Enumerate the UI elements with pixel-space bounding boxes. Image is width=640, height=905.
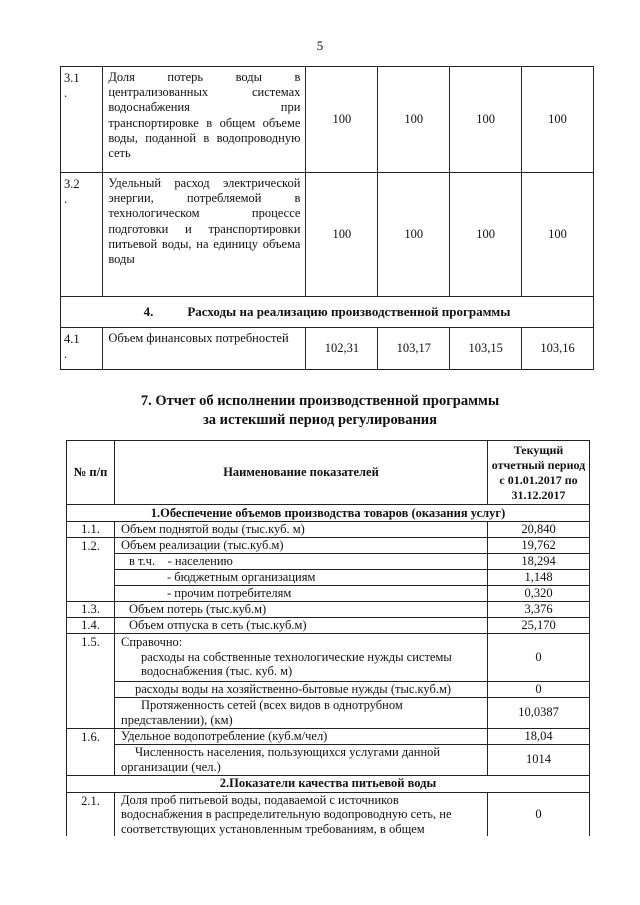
value-cell: 0 bbox=[488, 792, 590, 836]
table-row bbox=[61, 67, 594, 173]
indicator-name bbox=[115, 634, 488, 682]
row-number-text: 3.2 . bbox=[64, 177, 80, 206]
table-row bbox=[67, 681, 590, 697]
indicator-name: Объем потерь (тыс.куб.м) bbox=[115, 602, 488, 618]
indicator-name: - прочим потребителям bbox=[115, 586, 488, 602]
value-cell: 100 bbox=[378, 173, 450, 297]
indicator-name: Протяженность сетей (всех видов в однотрубном представлении), (км) bbox=[115, 697, 488, 728]
indicator-name: Объем финансовых потребностей bbox=[103, 328, 306, 370]
row-number: 1.5. bbox=[67, 634, 115, 729]
row-number: 1.1. bbox=[67, 522, 115, 538]
value-cell: 10,0387 bbox=[488, 697, 590, 728]
value-cell: 100 bbox=[378, 67, 450, 173]
value-cell: 1014 bbox=[488, 744, 590, 775]
report-table bbox=[66, 440, 590, 836]
table-row bbox=[67, 586, 590, 602]
indicator-name: Объем поднятой воды (тыс.куб. м) bbox=[115, 522, 488, 538]
row-number-text: 3.1 . bbox=[64, 71, 80, 100]
section-header: 2.Показатели качества питьевой воды bbox=[67, 775, 590, 792]
value-cell: 103,16 bbox=[522, 328, 594, 370]
table-row bbox=[67, 792, 590, 836]
indicator-name: Доля проб питьевой воды, подаваемой с источников водоснабжения в распределительную водопроводную сеть, не соответствующих установленным требованиям, в общем bbox=[115, 792, 488, 836]
table-header-row bbox=[67, 441, 590, 505]
row-number: 1.2. bbox=[67, 538, 115, 602]
row-number: 1.6. bbox=[67, 728, 115, 775]
table-row bbox=[67, 744, 590, 775]
section-number: 4. bbox=[143, 304, 154, 319]
value-cell: 100 bbox=[450, 173, 522, 297]
indicator-name: Доля потерь воды в централизованных системах водоснабжения при транспортировке в общем объеме воды, поданной в водопроводную сеть bbox=[103, 67, 306, 173]
value-cell: 20,840 bbox=[488, 522, 590, 538]
value-cell: 100 bbox=[522, 67, 594, 173]
report-heading-line2: за истекший период регулирования bbox=[202, 412, 438, 428]
indicator-name: Численность населения, пользующихся услугами данной организации (чел.) bbox=[115, 744, 488, 775]
section-row bbox=[67, 775, 590, 792]
table-row bbox=[67, 602, 590, 618]
section-row bbox=[67, 505, 590, 522]
section-title: Расходы на реализацию производственной программы bbox=[187, 304, 511, 319]
section-header bbox=[61, 297, 594, 328]
row-number bbox=[61, 67, 103, 173]
indicator-name: - бюджетным организациям bbox=[115, 570, 488, 586]
indicator-name: Объем отпуска в сеть (тыс.куб.м) bbox=[115, 618, 488, 634]
value-cell: 19,762 bbox=[488, 538, 590, 554]
value-cell: 103,17 bbox=[378, 328, 450, 370]
value-cell: 100 bbox=[450, 67, 522, 173]
table-row bbox=[67, 522, 590, 538]
row-number bbox=[61, 328, 103, 370]
value-cell: 100 bbox=[306, 67, 378, 173]
indicator-name: в т.ч. - населению bbox=[115, 554, 488, 570]
value-cell: 103,15 bbox=[450, 328, 522, 370]
value-cell: 3,376 bbox=[488, 602, 590, 618]
section-row bbox=[61, 297, 594, 328]
program-indicators-table bbox=[60, 66, 594, 370]
table-row bbox=[61, 173, 594, 297]
value-cell: 0 bbox=[488, 634, 590, 682]
table-row bbox=[67, 538, 590, 554]
row-number: 1.3. bbox=[67, 602, 115, 618]
row-number: 1.4. bbox=[67, 618, 115, 634]
value-cell: 1,148 bbox=[488, 570, 590, 586]
table-row bbox=[67, 618, 590, 634]
reference-label: Справочно: bbox=[121, 635, 183, 649]
header-num: № п/п bbox=[67, 441, 115, 505]
table-row bbox=[67, 570, 590, 586]
table-row bbox=[67, 634, 590, 682]
row-number bbox=[61, 173, 103, 297]
value-cell: 0 bbox=[488, 681, 590, 697]
report-heading-line1: 7. Отчет об исполнении производственной программы bbox=[140, 393, 500, 409]
indicator-name: Объем реализации (тыс.куб.м) bbox=[115, 538, 488, 554]
value-cell: 100 bbox=[306, 173, 378, 297]
page-number: 5 bbox=[316, 38, 324, 53]
header-period: Текущий отчетный период с 01.01.2017 по 31.12.2017 bbox=[488, 441, 590, 505]
indicator-name: Удельный расход электрической энергии, потребляемой в технологическом процессе подготовки и транспортировки питьевой воды, на единицу объема воды bbox=[103, 173, 306, 297]
value-cell: 100 bbox=[522, 173, 594, 297]
row-number-text: 4.1 . bbox=[64, 332, 80, 361]
header-name: Наименование показателей bbox=[115, 441, 488, 505]
table-row bbox=[67, 554, 590, 570]
value-cell: 25,170 bbox=[488, 618, 590, 634]
table-row bbox=[67, 697, 590, 728]
reference-text: расходы на собственные технологические нужды системы водоснабжения (тыс. куб. м) bbox=[141, 649, 452, 678]
value-cell: 18,04 bbox=[488, 728, 590, 744]
indicator-name: расходы воды на хозяйственно-бытовые нужды (тыс.куб.м) bbox=[115, 681, 488, 697]
section-header: 1.Обеспечение объемов производства товаров (оказания услуг) bbox=[67, 505, 590, 522]
table-row bbox=[61, 328, 594, 370]
value-cell: 18,294 bbox=[488, 554, 590, 570]
value-cell: 102,31 bbox=[306, 328, 378, 370]
table-row bbox=[67, 728, 590, 744]
indicator-name: Удельное водопотребление (куб.м/чел) bbox=[115, 728, 488, 744]
value-cell: 0,320 bbox=[488, 586, 590, 602]
row-number: 2.1. bbox=[67, 792, 115, 836]
